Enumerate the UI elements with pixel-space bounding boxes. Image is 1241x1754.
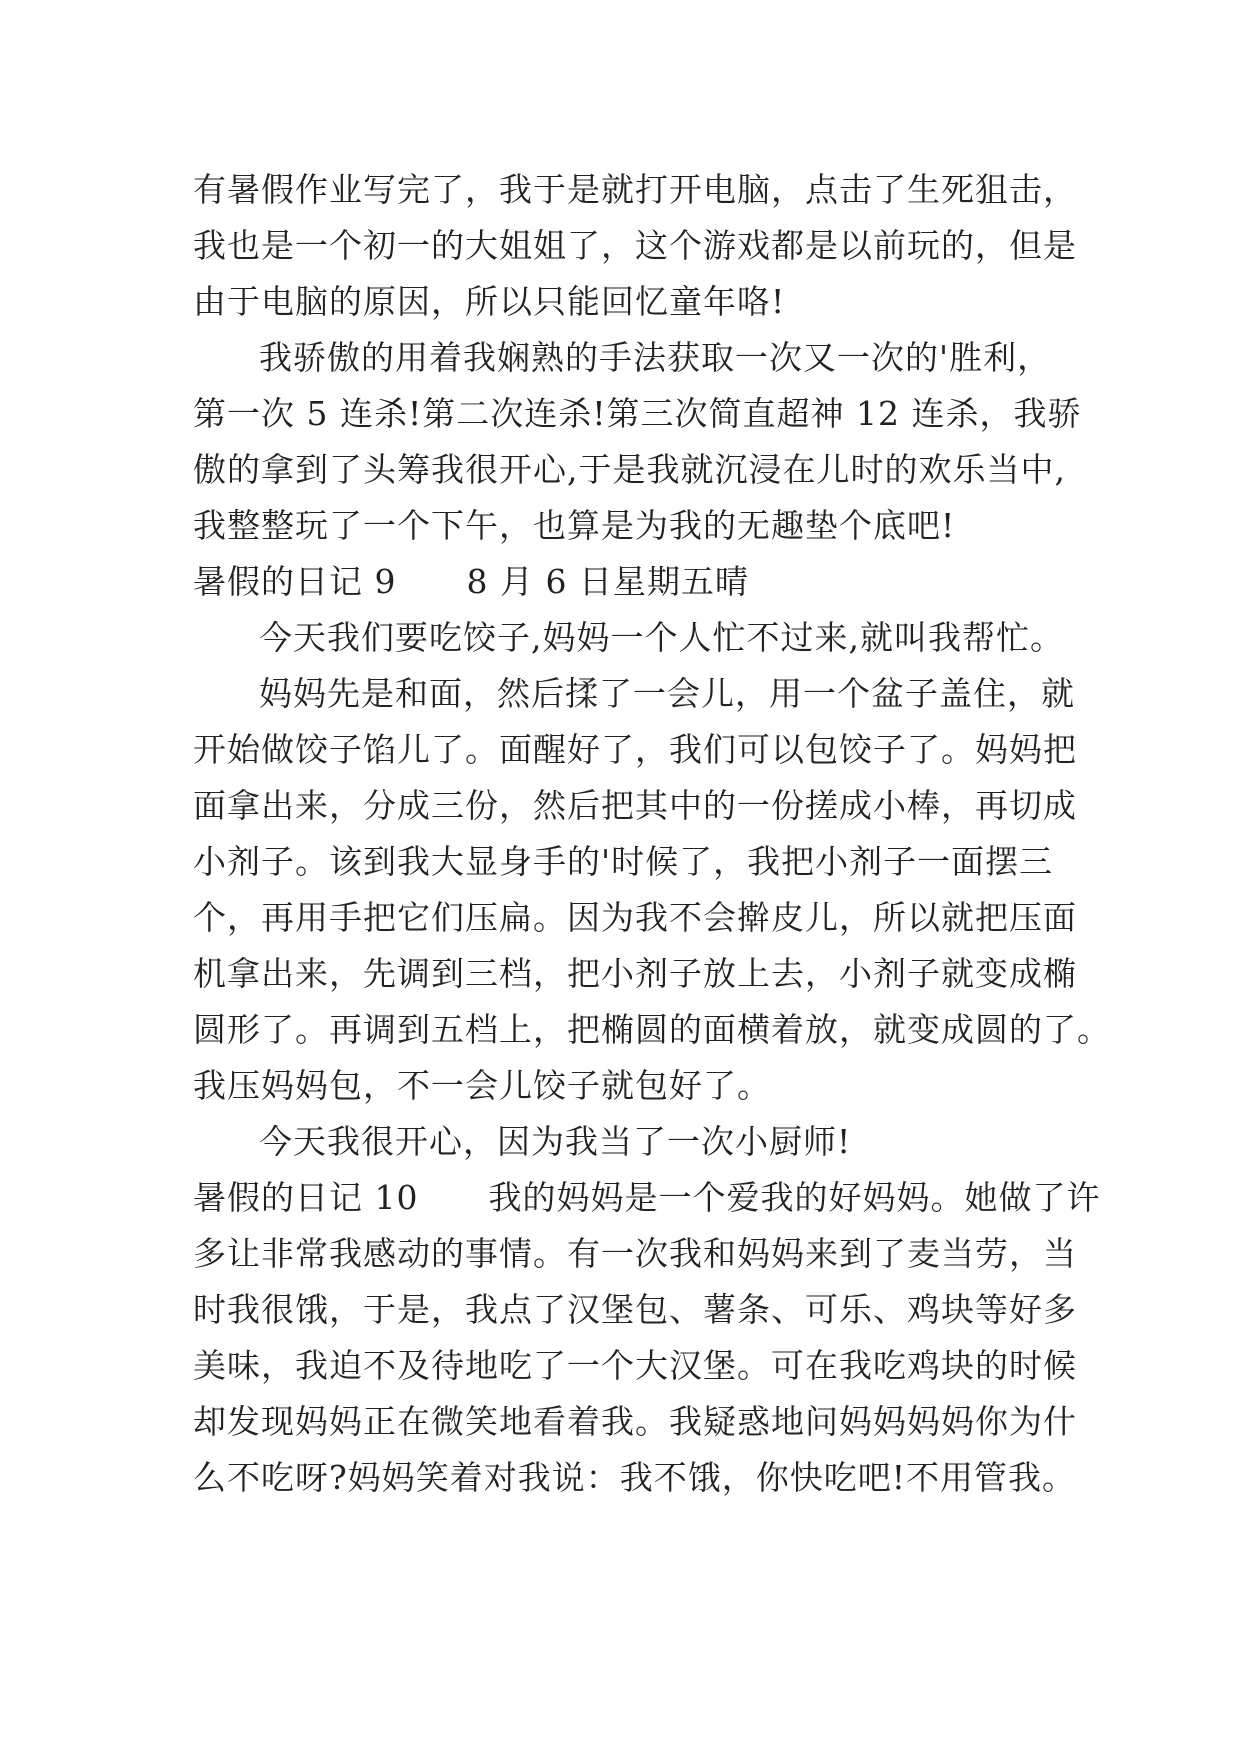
diary-date: 8 月 6 日星期五晴: [466, 562, 749, 601]
paragraph-line: 美味，我迫不及待地吃了一个大汉堡。可在我吃鸡块的时候: [193, 1346, 1077, 1385]
paragraph-line: 我的妈妈是一个爱我的好妈妈。她做了许: [488, 1178, 1101, 1217]
paragraph-line: 机拿出来，先调到三档，把小剂子放上去，小剂子就变成椭: [193, 954, 1077, 993]
paragraph-line: 么不吃呀?妈妈笑着对我说：我不饿，你快吃吧!不用管我。: [193, 1458, 1076, 1497]
paragraph-line: 我也是一个初一的大姐姐了，这个游戏都是以前玩的，但是: [193, 226, 1077, 265]
paragraph-line: 多让非常我感动的事情。有一次我和妈妈来到了麦当劳，当: [193, 1234, 1077, 1273]
paragraph-line: 小剂子。该到我大显身手的'时候了，我把小剂子一面摆三: [193, 842, 1054, 881]
diary-title: 暑假的日记 9: [193, 562, 397, 601]
paragraph-line: 妈妈先是和面，然后揉了一会儿，用一个盆子盖住，就: [259, 674, 1075, 713]
paragraph-line: 时我很饿，于是，我点了汉堡包、薯条、可乐、鸡块等好多: [193, 1290, 1077, 1329]
paragraph-line: 面拿出来，分成三份，然后把其中的一份搓成小棒，再切成: [193, 786, 1077, 825]
paragraph-line: 开始做饺子馅儿了。面醒好了，我们可以包饺子了。妈妈把: [193, 730, 1077, 769]
diary-title: 暑假的日记 10: [193, 1178, 419, 1217]
paragraph-line: 我骄傲的用着我娴熟的手法获取一次又一次的'胜利，: [259, 338, 1052, 377]
paragraph-line: 圆形了。再调到五档上，把椭圆的面横着放，就变成圆的了。: [193, 1010, 1111, 1049]
paragraph-line: 今天我很开心，因为我当了一次小厨师!: [259, 1122, 852, 1161]
document-body: [193, 162, 1111, 1506]
paragraph-line: 第一次 5 连杀!第二次连杀!第三次简直超神 12 连杀，我骄: [193, 394, 1082, 433]
paragraph-line: 由于电脑的原因，所以只能回忆童年咯!: [193, 282, 786, 321]
paragraph-line: 我压妈妈包，不一会儿饺子就包好了。: [193, 1066, 771, 1105]
paragraph-line: 今天我们要吃饺子,妈妈一个人忙不过来,就叫我帮忙。: [259, 618, 1064, 657]
paragraph-line: 却发现妈妈正在微笑地看着我。我疑惑地问妈妈妈妈你为什: [193, 1402, 1077, 1441]
paragraph-line: 傲的拿到了头筹我很开心,于是我就沉浸在儿时的欢乐当中,: [193, 450, 1066, 489]
diary-heading-10: [193, 1170, 1101, 1226]
diary-heading-9: [193, 554, 1073, 610]
paragraph-line: 有暑假作业写完了，我于是就打开电脑，点击了生死狙击，: [193, 170, 1077, 209]
paragraph-line: 我整整玩了一个下午，也算是为我的无趣垫个底吧!: [193, 506, 956, 545]
paragraph-line: 个，再用手把它们压扁。因为我不会擀皮儿，所以就把压面: [193, 898, 1077, 937]
